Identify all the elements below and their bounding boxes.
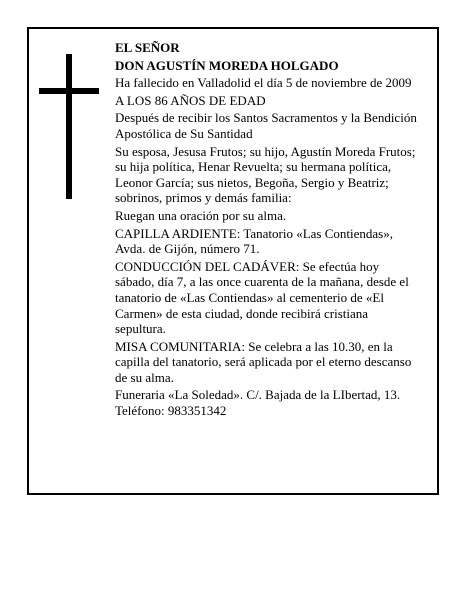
deceased-name: DON AGUSTÍN MOREDA HOLGADO	[115, 57, 339, 73]
notice-title: EL SEÑOR	[115, 40, 180, 55]
funeral-home-info: Funeraria «La Soledad». C/. Bajada de la LIbertad, 13. Teléfono: 983351342	[115, 387, 401, 419]
family-statement: Su esposa, Jesusa Frutos; su hijo, Agustín Moreda Frutos; su hija política, Henar Revuelta; su hermana política, Leonor García; sus nietos, Begoña, Sergio y Beatriz; sobrinos, primos y demás familia:	[115, 143, 416, 206]
cross-vertical-bar	[66, 54, 72, 199]
death-statement: Ha fallecido en Valladolid el día 5 de noviembre de 2009	[115, 75, 412, 91]
cross-horizontal-bar	[39, 88, 99, 94]
mass-info: MISA COMUNITARIA: Se celebra a las 10.30, en la capilla del tanatorio, será aplicada por el eterno descanso de su alma.	[115, 338, 412, 385]
notice-text	[115, 40, 417, 421]
sacraments-statement: Después de recibir los Santos Sacramentos y la Bendición Apostólica de Su Santidad	[115, 110, 417, 141]
age-statement: A LOS 86 AÑOS DE EDAD	[115, 92, 266, 108]
cross-icon	[39, 54, 99, 199]
procession-info: CONDUCCIÓN DEL CADÁVER: Se efectúa hoy sábado, día 7, a las once cuarenta de la mañana, desde el tanatorio de «Las Contiendas» al cementerio de «El Carmen» de esta ciudad, donde recibirá cristiana sepultura.	[115, 258, 409, 337]
obituary-notice	[27, 27, 439, 495]
prayer-request: Ruegan una oración por su alma.	[115, 207, 287, 223]
chapel-info: CAPILLA ARDIENTE: Tanatorio «Las Contiendas», Avda. de Gijón, número 71.	[115, 225, 393, 257]
